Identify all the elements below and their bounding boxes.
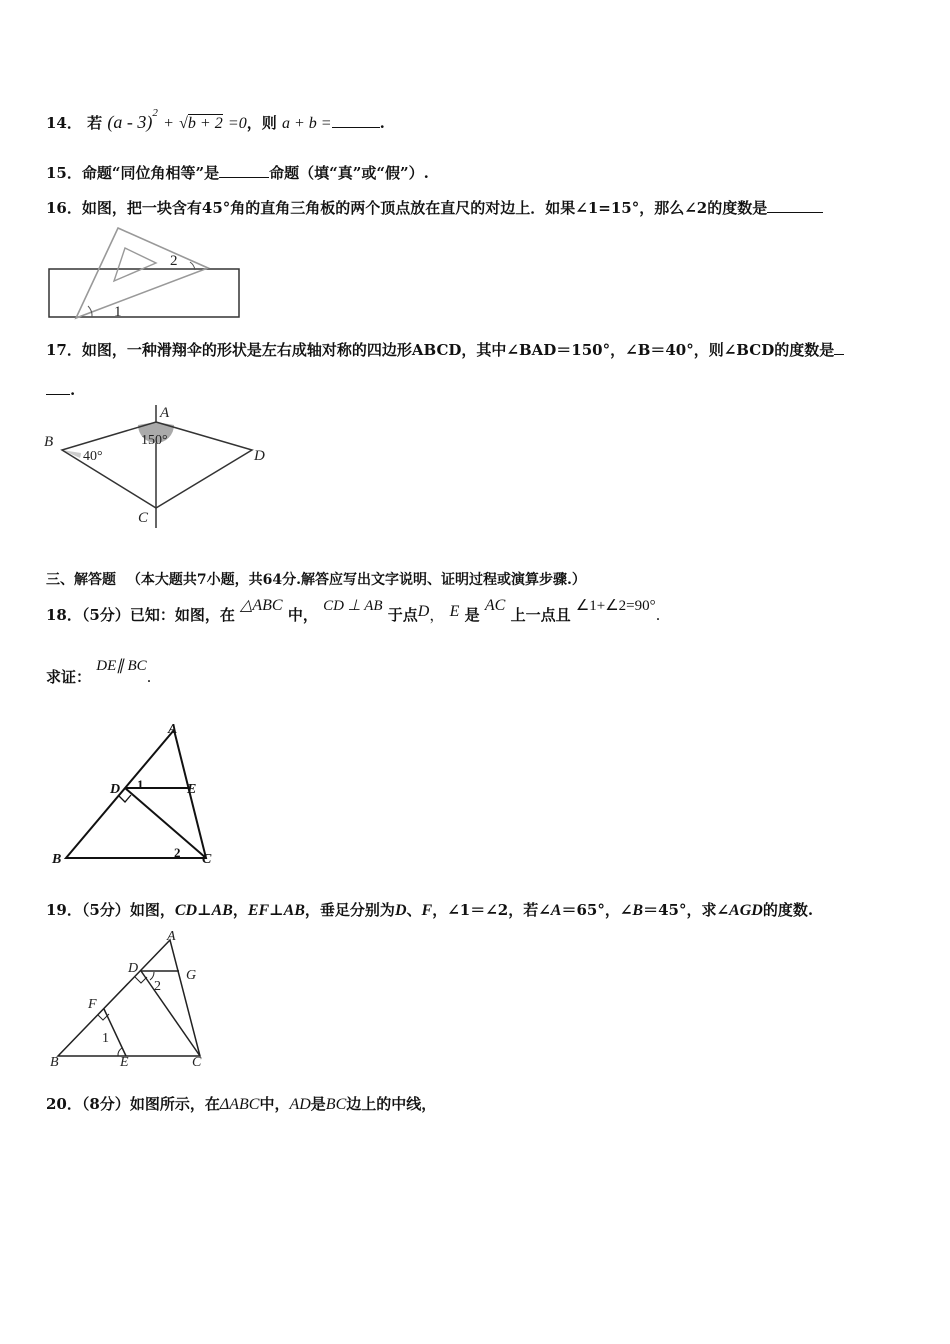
q19-label-c: C bbox=[192, 1055, 202, 1070]
q14-prefix: 若 bbox=[87, 114, 103, 132]
q18-prove-label: 求证： bbox=[46, 668, 92, 686]
q19-angle-1: 1 bbox=[102, 1031, 109, 1046]
question-18 bbox=[46, 597, 661, 625]
q17-figure bbox=[40, 400, 280, 535]
q19-t5: ＝45°，求∠ bbox=[643, 901, 730, 919]
q18-angle-2: 2 bbox=[174, 845, 181, 860]
q19-m3: EF bbox=[247, 902, 270, 919]
q16-answer-blank[interactable] bbox=[767, 198, 823, 213]
q18-score: （5分） bbox=[81, 606, 130, 624]
q18-m6: ∠1+∠2=90° bbox=[575, 598, 656, 614]
q15-text-before: 命题“同位角相等”是 bbox=[81, 164, 220, 182]
q14-answer-blank[interactable] bbox=[332, 113, 380, 128]
q14-equals: =0 bbox=[227, 115, 247, 132]
q16-text: 如图，把一块含有45°角的直角三角板的两个顶点放在直尺的对边上．如果∠1=15°，那么∠2的度数是 bbox=[81, 199, 768, 217]
q19-score: （5分） bbox=[81, 901, 130, 919]
q20-t2: 中， bbox=[259, 1095, 290, 1113]
q18-m5: AC bbox=[484, 597, 506, 614]
q18-figure bbox=[48, 718, 228, 868]
q19-m5: D bbox=[394, 902, 407, 919]
q19-t6: 的度数. bbox=[762, 901, 814, 919]
q16-label-2: 2 bbox=[170, 253, 178, 269]
q17-number: 17． bbox=[46, 341, 82, 359]
question-14 bbox=[46, 107, 385, 133]
q14-sqrt-content: b + 2 bbox=[187, 115, 223, 132]
question-16 bbox=[46, 197, 823, 218]
q17-label-d: D bbox=[254, 448, 265, 464]
question-17-cont bbox=[46, 380, 75, 399]
q19-m7: A bbox=[550, 902, 562, 919]
q19-label-a: A bbox=[167, 929, 176, 944]
q18-m3: D bbox=[417, 603, 430, 620]
triangle-abc bbox=[58, 940, 200, 1056]
q19-label-g: G bbox=[186, 968, 197, 983]
q18-label-b: B bbox=[52, 852, 62, 867]
right-angle-mark bbox=[119, 795, 131, 802]
q19-perp-1: ⊥ bbox=[197, 901, 212, 919]
q18-number: 18． bbox=[46, 606, 82, 624]
q18-t1: 已知：如图，在 bbox=[129, 606, 235, 624]
q18-label-d: D bbox=[110, 782, 121, 797]
q17-angle-b: 40° bbox=[83, 449, 103, 464]
q20-t4: 边上的中线， bbox=[346, 1095, 437, 1113]
q19-label-b: B bbox=[50, 1055, 59, 1070]
q17-text-end: . bbox=[70, 381, 76, 399]
q14-middle: ，则 bbox=[246, 114, 277, 132]
q18-t5: 上一点且 bbox=[510, 606, 571, 624]
q19-perp-2: ⊥ bbox=[269, 901, 284, 919]
q19-m2: AB bbox=[211, 902, 233, 919]
q18-comma: ， bbox=[429, 606, 445, 624]
q18-t3: 于点 bbox=[387, 606, 418, 624]
q15-answer-blank[interactable] bbox=[219, 163, 269, 178]
q18-angle-1: 1 bbox=[137, 777, 144, 792]
q17-label-a: A bbox=[160, 405, 170, 421]
q16-label-1: 1 bbox=[114, 304, 122, 320]
q18-m2: CD ⊥ AB bbox=[323, 598, 383, 614]
q19-label-d: D bbox=[128, 961, 139, 976]
q20-m3: BC bbox=[325, 1096, 347, 1113]
q15-text-after: 命题（填“真”或“假”）. bbox=[269, 164, 429, 182]
question-20 bbox=[46, 1093, 436, 1114]
question-15 bbox=[46, 162, 429, 183]
q19-m9: AGD bbox=[729, 902, 763, 919]
q14-exponent: 2 bbox=[152, 107, 158, 119]
q19-m8: B bbox=[632, 902, 644, 919]
q18-prove-dot: . bbox=[146, 668, 152, 686]
angle-1-arc bbox=[88, 306, 92, 317]
q19-m6: F bbox=[421, 902, 433, 919]
section-3-title: 三、解答题 bbox=[46, 572, 116, 588]
q18-t2: 中， bbox=[287, 606, 318, 624]
triangle-inner bbox=[114, 248, 156, 281]
q20-m1: ΔABC bbox=[219, 1096, 260, 1113]
q19-figure bbox=[46, 929, 216, 1072]
q18-label-a: A bbox=[168, 722, 178, 737]
q17-label-b: B bbox=[44, 434, 54, 450]
question-19 bbox=[46, 899, 813, 920]
section-3-header bbox=[46, 569, 586, 589]
q17-angle-a: 150° bbox=[141, 433, 168, 448]
q19-t2: ，垂足分别为 bbox=[304, 901, 395, 919]
q20-number: 20． bbox=[46, 1095, 82, 1113]
segment-cd bbox=[125, 788, 206, 858]
q19-c1: ， bbox=[232, 901, 248, 919]
q14-number: 14． bbox=[46, 114, 82, 132]
q20-t3: 是 bbox=[310, 1095, 326, 1113]
segment-cd bbox=[141, 971, 200, 1056]
q19-number: 19． bbox=[46, 901, 82, 919]
q19-label-f: F bbox=[88, 997, 97, 1012]
q18-label-e: E bbox=[187, 782, 197, 797]
q14-ab: a + b = bbox=[281, 115, 332, 132]
q18-label-c: C bbox=[202, 852, 212, 867]
q18-prove bbox=[46, 658, 152, 687]
section-3-note: （本大题共7小题，共64分.解答应写出文字说明、证明过程或演算步骤.） bbox=[126, 572, 586, 588]
q14-plus: + bbox=[163, 115, 174, 132]
q15-number: 15． bbox=[46, 164, 82, 182]
q18-dot: . bbox=[655, 606, 661, 624]
q14-end: . bbox=[379, 114, 385, 132]
q20-t1: 如图所示，在 bbox=[129, 1095, 220, 1113]
q19-m1: CD bbox=[174, 902, 198, 919]
q17-text: 如图，一种滑翔伞的形状是左右成轴对称的四边形ABCD，其中∠BAD＝150°，∠B＝40°，则∠BCD的度数是 bbox=[81, 341, 835, 359]
q19-t1: 如图， bbox=[129, 901, 175, 919]
q20-score: （8分） bbox=[81, 1095, 130, 1113]
q17-label-c: C bbox=[138, 510, 149, 526]
q14-math-left: (a - 3) bbox=[107, 112, 153, 132]
q18-m4: E bbox=[449, 603, 460, 620]
triangle-outer bbox=[76, 228, 208, 318]
q16-figure bbox=[40, 222, 250, 322]
q19-m4: AB bbox=[283, 902, 305, 919]
q17-answer-blank-b[interactable] bbox=[46, 380, 70, 395]
q18-t4: 是 bbox=[464, 606, 480, 624]
q19-label-e: E bbox=[120, 1055, 129, 1070]
q19-t4: ＝65°，∠ bbox=[561, 901, 633, 919]
q18-m1: △ABC bbox=[240, 597, 283, 614]
q18-prove-math: DE∥ BC bbox=[96, 658, 147, 674]
q17-answer-blank-a[interactable] bbox=[834, 340, 844, 355]
question-17 bbox=[46, 339, 844, 360]
q19-t3: ，∠1＝∠2，若∠ bbox=[432, 901, 551, 919]
sqrt-icon: √ bbox=[179, 115, 188, 132]
q20-m2: AD bbox=[289, 1096, 311, 1113]
q19-angle-2: 2 bbox=[154, 979, 161, 994]
q19-sep: 、 bbox=[406, 901, 422, 919]
q16-number: 16． bbox=[46, 199, 82, 217]
